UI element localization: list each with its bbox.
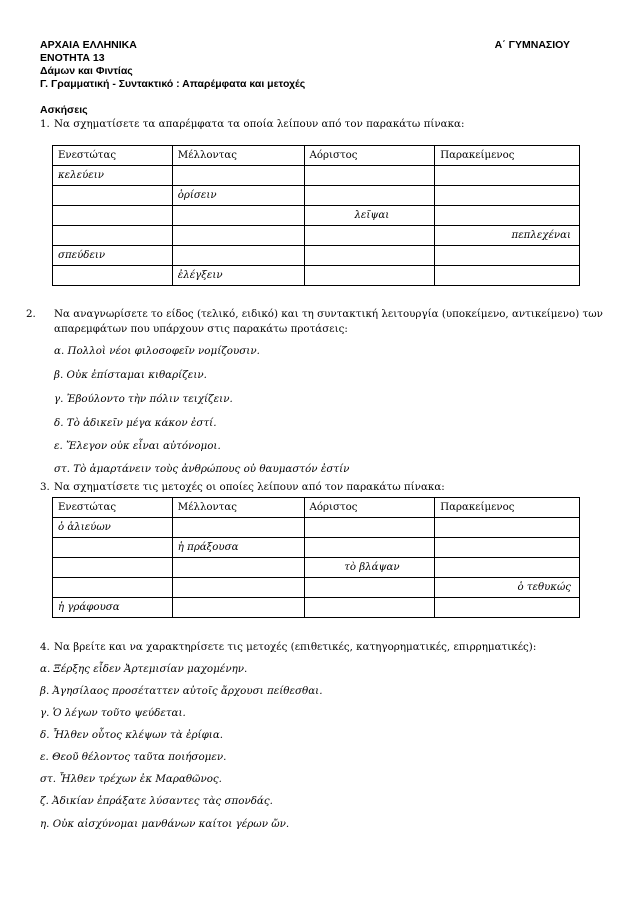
answer-cell[interactable] <box>304 166 435 186</box>
ex2-sentence: β. Οὐκ ἐπίσταμαι κιθαρίζειν. <box>54 369 207 381</box>
table-cell: τὸ βλάψαν <box>304 558 435 578</box>
table-header-row <box>53 498 580 518</box>
exercise-1-prompt <box>40 117 600 132</box>
answer-cell[interactable] <box>53 226 173 246</box>
exercises-heading: Ασκήσεις <box>40 104 88 116</box>
ex2-sentence: δ. Τὸ ἀδικεῖν μέγα κάκον ἐστί. <box>54 417 217 429</box>
table-cell: κελεύειν <box>53 166 173 186</box>
table-cell: ἡ πράξουσα <box>172 538 304 558</box>
ex4-sentence: β. Ἀγησίλαος προσέταττεν αὐτοῖς ἄρχουσι πείθεσθαι. <box>40 685 323 697</box>
table-cell: ὁ τεθυκώς <box>435 578 580 598</box>
subject-title: ΑΡΧΑΙΑ ΕΛΛΗΝΙΚΑ <box>40 39 137 51</box>
ex2-sentence: στ. Τὸ ἁμαρτάνειν τοὺς ἀνθρώπους οὐ θαυμαστόν ἐστίν <box>54 463 350 475</box>
exercise-4-text: Να βρείτε και να χαρακτηρίσετε τις μετοχές (επιθετικές, κατηγορηματικές, επιρρηματικές): <box>54 641 537 653</box>
exercise-2-prompt <box>26 307 614 337</box>
answer-cell[interactable] <box>172 558 304 578</box>
answer-cell[interactable] <box>172 166 304 186</box>
header-cell: Ενεστώτας <box>53 146 173 166</box>
answer-cell[interactable] <box>304 578 435 598</box>
answer-cell[interactable] <box>435 538 580 558</box>
answer-cell[interactable] <box>435 206 580 226</box>
header-cell: Ενεστώτας <box>53 498 173 518</box>
ex4-sentence: δ. Ἦλθεν οὗτος κλέψων τὰ ἐρίφια. <box>40 729 224 741</box>
table-row <box>53 246 580 266</box>
header-cell: Μέλλοντας <box>172 498 304 518</box>
table-row <box>53 186 580 206</box>
ex2-sentence: γ. Ἐβούλοντο τὴν πόλιν τειχίζειν. <box>54 393 233 405</box>
ex4-sentence: α. Ξέρξης εἶδεν Ἀρτεμισίαν μαχομένην. <box>40 663 248 675</box>
exercise-1-text: Να σχηματίσετε τα απαρέμφατα τα οποία λείπουν από τον παρακάτω πίνακα: <box>54 118 465 130</box>
table-row <box>53 558 580 578</box>
table-cell: ὁρίσειν <box>172 186 304 206</box>
answer-cell[interactable] <box>172 518 304 538</box>
exercise-3-prompt <box>40 480 600 495</box>
exercise-2-number: 2. <box>26 308 36 320</box>
answer-cell[interactable] <box>53 206 173 226</box>
table-cell: λεῖψαι <box>304 206 435 226</box>
answer-cell[interactable] <box>304 518 435 538</box>
ex4-sentence: η. Οὐκ αἰσχύνομαι μανθάνων καίτοι γέρων ὤν. <box>40 818 290 830</box>
exercise-3-number: 3. <box>40 481 50 493</box>
answer-cell[interactable] <box>172 598 304 618</box>
answer-cell[interactable] <box>435 166 580 186</box>
answer-cell[interactable] <box>435 518 580 538</box>
ex4-sentence: ε. Θεοῦ θέλοντος ταῦτα ποιήσομεν. <box>40 751 227 763</box>
header-cell: Μέλλοντας <box>172 146 304 166</box>
answer-cell[interactable] <box>304 266 435 286</box>
table-cell: ἡ γράφουσα <box>53 598 173 618</box>
answer-cell[interactable] <box>53 266 173 286</box>
section-title: Γ. Γραμματική - Συντακτικό : Απαρέμφατα και μετοχές <box>40 78 306 90</box>
table-row <box>53 598 580 618</box>
answer-cell[interactable] <box>53 578 173 598</box>
answer-cell[interactable] <box>304 538 435 558</box>
infinitives-table <box>52 145 580 286</box>
answer-cell[interactable] <box>53 558 173 578</box>
exercise-4-prompt <box>40 640 600 655</box>
table-cell: πεπλεχέναι <box>435 226 580 246</box>
table-row <box>53 538 580 558</box>
header-cell: Παρακείμενος <box>435 498 580 518</box>
answer-cell[interactable] <box>172 226 304 246</box>
answer-cell[interactable] <box>435 558 580 578</box>
answer-cell[interactable] <box>304 246 435 266</box>
table-cell: σπεύδειν <box>53 246 173 266</box>
answer-cell[interactable] <box>53 538 173 558</box>
table-cell: ἐλέγξειν <box>172 266 304 286</box>
answer-cell[interactable] <box>435 186 580 206</box>
table-row <box>53 226 580 246</box>
answer-cell[interactable] <box>304 226 435 246</box>
ex4-sentence: στ. Ἦλθεν τρέχων ἐκ Μαραθῶνος. <box>40 773 222 785</box>
answer-cell[interactable] <box>304 598 435 618</box>
answer-cell[interactable] <box>172 246 304 266</box>
grade-label: Α΄ ΓΥΜΝΑΣΙΟΥ <box>494 39 570 51</box>
answer-cell[interactable] <box>172 206 304 226</box>
answer-cell[interactable] <box>172 578 304 598</box>
ex2-sentence: α. Πολλοὶ νέοι φιλοσοφεῖν νομίζουσιν. <box>54 345 260 357</box>
ex4-sentence: γ. Ὁ λέγων τοῦτο ψεύδεται. <box>40 707 186 719</box>
unit-label: ΕΝΟΤΗΤΑ 13 <box>40 52 105 64</box>
table-row <box>53 578 580 598</box>
table-cell: ὁ ἁλιεύων <box>53 518 173 538</box>
text-title: Δάμων και Φιντίας <box>40 65 133 77</box>
exercise-4-number: 4. <box>40 641 50 653</box>
table-row <box>53 518 580 538</box>
exercise-2-text: Να αναγνωρίσετε το είδος (τελικό, ειδικό) και τη συντακτική λειτουργία (υποκείμενο, αντικείμενο) των απαρεμφάτων που υπάρχουν στις παρακάτω προτάσεις: <box>54 308 603 335</box>
header-cell: Αόριστος <box>304 146 435 166</box>
table-row <box>53 206 580 226</box>
answer-cell[interactable] <box>435 598 580 618</box>
ex4-sentence: ζ. Ἀδικίαν ἐπράξατε λύσαντες τὰς σπονδάς. <box>40 795 273 807</box>
exercise-1-number: 1. <box>40 118 50 130</box>
ex2-sentence: ε. Ἔλεγον οὐκ εἶναι αὐτόνομοι. <box>54 440 221 452</box>
table-row <box>53 166 580 186</box>
table-header-row <box>53 146 580 166</box>
header-cell: Αόριστος <box>304 498 435 518</box>
exercise-3-text: Να σχηματίσετε τις μετοχές οι οποίες λείπουν από τον παρακάτω πίνακα: <box>54 481 445 493</box>
table-row <box>53 266 580 286</box>
answer-cell[interactable] <box>304 186 435 206</box>
answer-cell[interactable] <box>435 266 580 286</box>
participles-table <box>52 497 580 618</box>
answer-cell[interactable] <box>435 246 580 266</box>
answer-cell[interactable] <box>53 186 173 206</box>
header-cell: Παρακείμενος <box>435 146 580 166</box>
